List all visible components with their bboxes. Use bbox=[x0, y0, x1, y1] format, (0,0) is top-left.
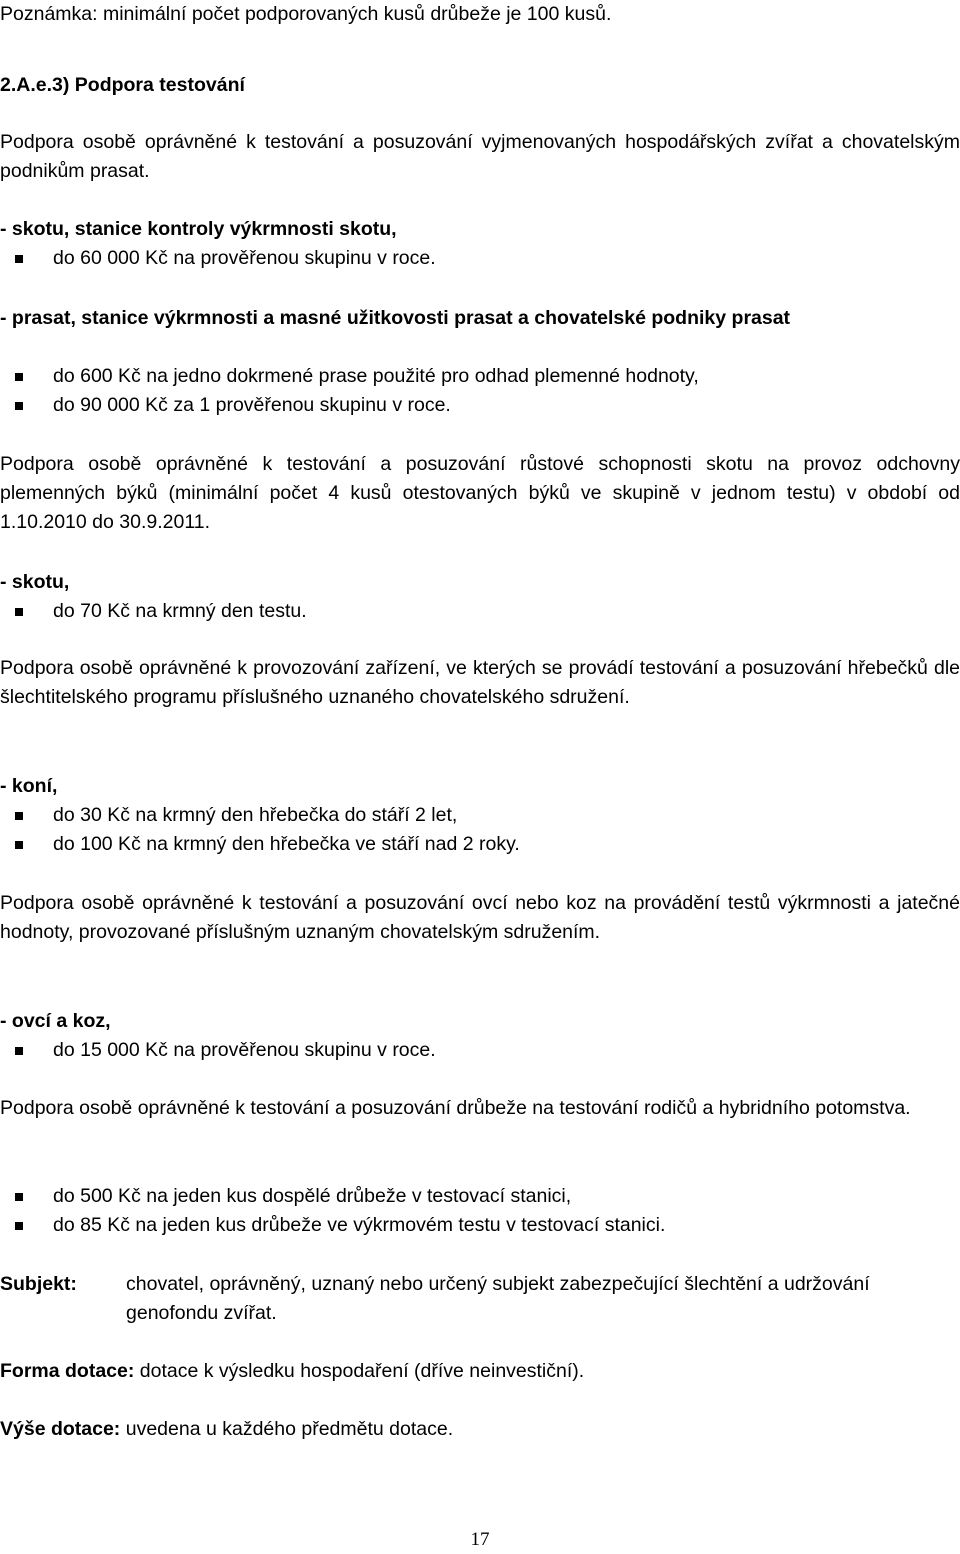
bullet-square-icon bbox=[15, 1047, 23, 1055]
skot2-list bbox=[0, 597, 960, 626]
note-text: Poznámka: minimální počet podporovaných kusů drůbeže je 100 kusů. bbox=[0, 3, 612, 25]
bullet-square-icon bbox=[15, 1193, 23, 1201]
kone-list bbox=[0, 801, 960, 859]
bullet-square-icon bbox=[15, 608, 23, 616]
bullet-square-icon bbox=[15, 255, 23, 263]
drubez-list bbox=[0, 1182, 960, 1240]
prasata-list bbox=[0, 362, 960, 420]
skot-list bbox=[0, 244, 960, 273]
prasata-label-text: - prasat, stanice výkrmnosti a masné užitkovosti prasat a chovatelské podniky prasat bbox=[0, 307, 791, 329]
forma-dotace-text: dotace k výsledku hospodaření (dříve neinvestiční). bbox=[134, 1360, 585, 1382]
list-item: do 100 Kč na krmný den hřebečka ve stáří nad 2 roky. bbox=[0, 830, 960, 859]
kone-label: - koní, bbox=[0, 775, 58, 797]
list-item: do 500 Kč na jeden kus dospělé drůbeže v testovací stanici, bbox=[0, 1182, 960, 1211]
skot-label: - skotu, stanice kontroly výkrmnosti skotu, bbox=[0, 218, 397, 240]
list-item: do 60 000 Kč na prověřenou skupinu v roce. bbox=[0, 244, 960, 273]
subjekt-row bbox=[0, 1270, 960, 1330]
bullet-square-icon bbox=[15, 1222, 23, 1230]
kone-paragraph: Podpora osobě oprávněné k provozování zařízení, ve kterých se provádí testování a posuzování hřebečků dle šlechtitelského programu příslušného uznaného chovatelského sdružení. bbox=[0, 657, 960, 708]
ovce-list bbox=[0, 1036, 960, 1065]
bullet-square-icon bbox=[15, 812, 23, 820]
forma-dotace-row bbox=[0, 1357, 960, 1386]
intro-paragraph: Podpora osobě oprávněné k testování a posuzování vyjmenovaných hospodářských zvířat a chovatelským podnikům prasat. bbox=[0, 131, 960, 182]
list-item: do 70 Kč na krmný den testu. bbox=[0, 597, 960, 626]
skot-rust-paragraph: Podpora osobě oprávněné k testování a posuzování růstové schopnosti skotu na provoz odchovny plemenných býků (minimální počet 4 kusů otestovaných býků ve skupině v jednom testu) v období od 1.10.2010 do 30.9.2011. bbox=[0, 453, 960, 533]
list-item: do 600 Kč na jedno dokrmené prase použité pro odhad plemenné hodnoty, bbox=[0, 362, 960, 391]
ovce-paragraph: Podpora osobě oprávněné k testování a posuzování ovcí nebo koz na provádění testů výkrmnosti a jatečné hodnoty, provozované příslušným uznaným chovatelským sdružením. bbox=[0, 892, 960, 943]
page-number: 17 bbox=[470, 1529, 490, 1550]
drubez-paragraph: Podpora osobě oprávněné k testování a posuzování drůbeže na testování rodičů a hybridního potomstva. bbox=[0, 1097, 911, 1119]
list-item: do 30 Kč na krmný den hřebečka do stáří 2 let, bbox=[0, 801, 960, 830]
list-item: do 85 Kč na jeden kus drůbeže ve výkrmovém testu v testovací stanici. bbox=[0, 1211, 960, 1240]
subjekt-text: chovatel, oprávněný, uznaný nebo určený subjekt zabezpečující šlechtění a udržování genofondu zvířat. bbox=[126, 1273, 870, 1324]
bullet-square-icon bbox=[15, 841, 23, 849]
forma-dotace-label: Forma dotace: bbox=[0, 1360, 135, 1382]
ovce-label: - ovcí a koz, bbox=[0, 1010, 111, 1032]
vyse-dotace-label: Výše dotace: bbox=[0, 1418, 121, 1440]
subjekt-label: Subjekt: bbox=[0, 1273, 77, 1295]
section-heading: 2.A.e.3) Podpora testování bbox=[0, 74, 245, 96]
bullet-square-icon bbox=[15, 402, 23, 410]
prasata-label bbox=[0, 304, 960, 333]
list-item: do 90 000 Kč za 1 prověřenou skupinu v roce. bbox=[0, 391, 960, 420]
bullet-square-icon bbox=[15, 373, 23, 381]
list-item: do 15 000 Kč na prověřenou skupinu v roce. bbox=[0, 1036, 960, 1065]
skot2-label: - skotu, bbox=[0, 571, 70, 593]
vyse-dotace-text: uvedena u každého předmětu dotace. bbox=[120, 1418, 454, 1440]
vyse-dotace-row bbox=[0, 1415, 960, 1444]
